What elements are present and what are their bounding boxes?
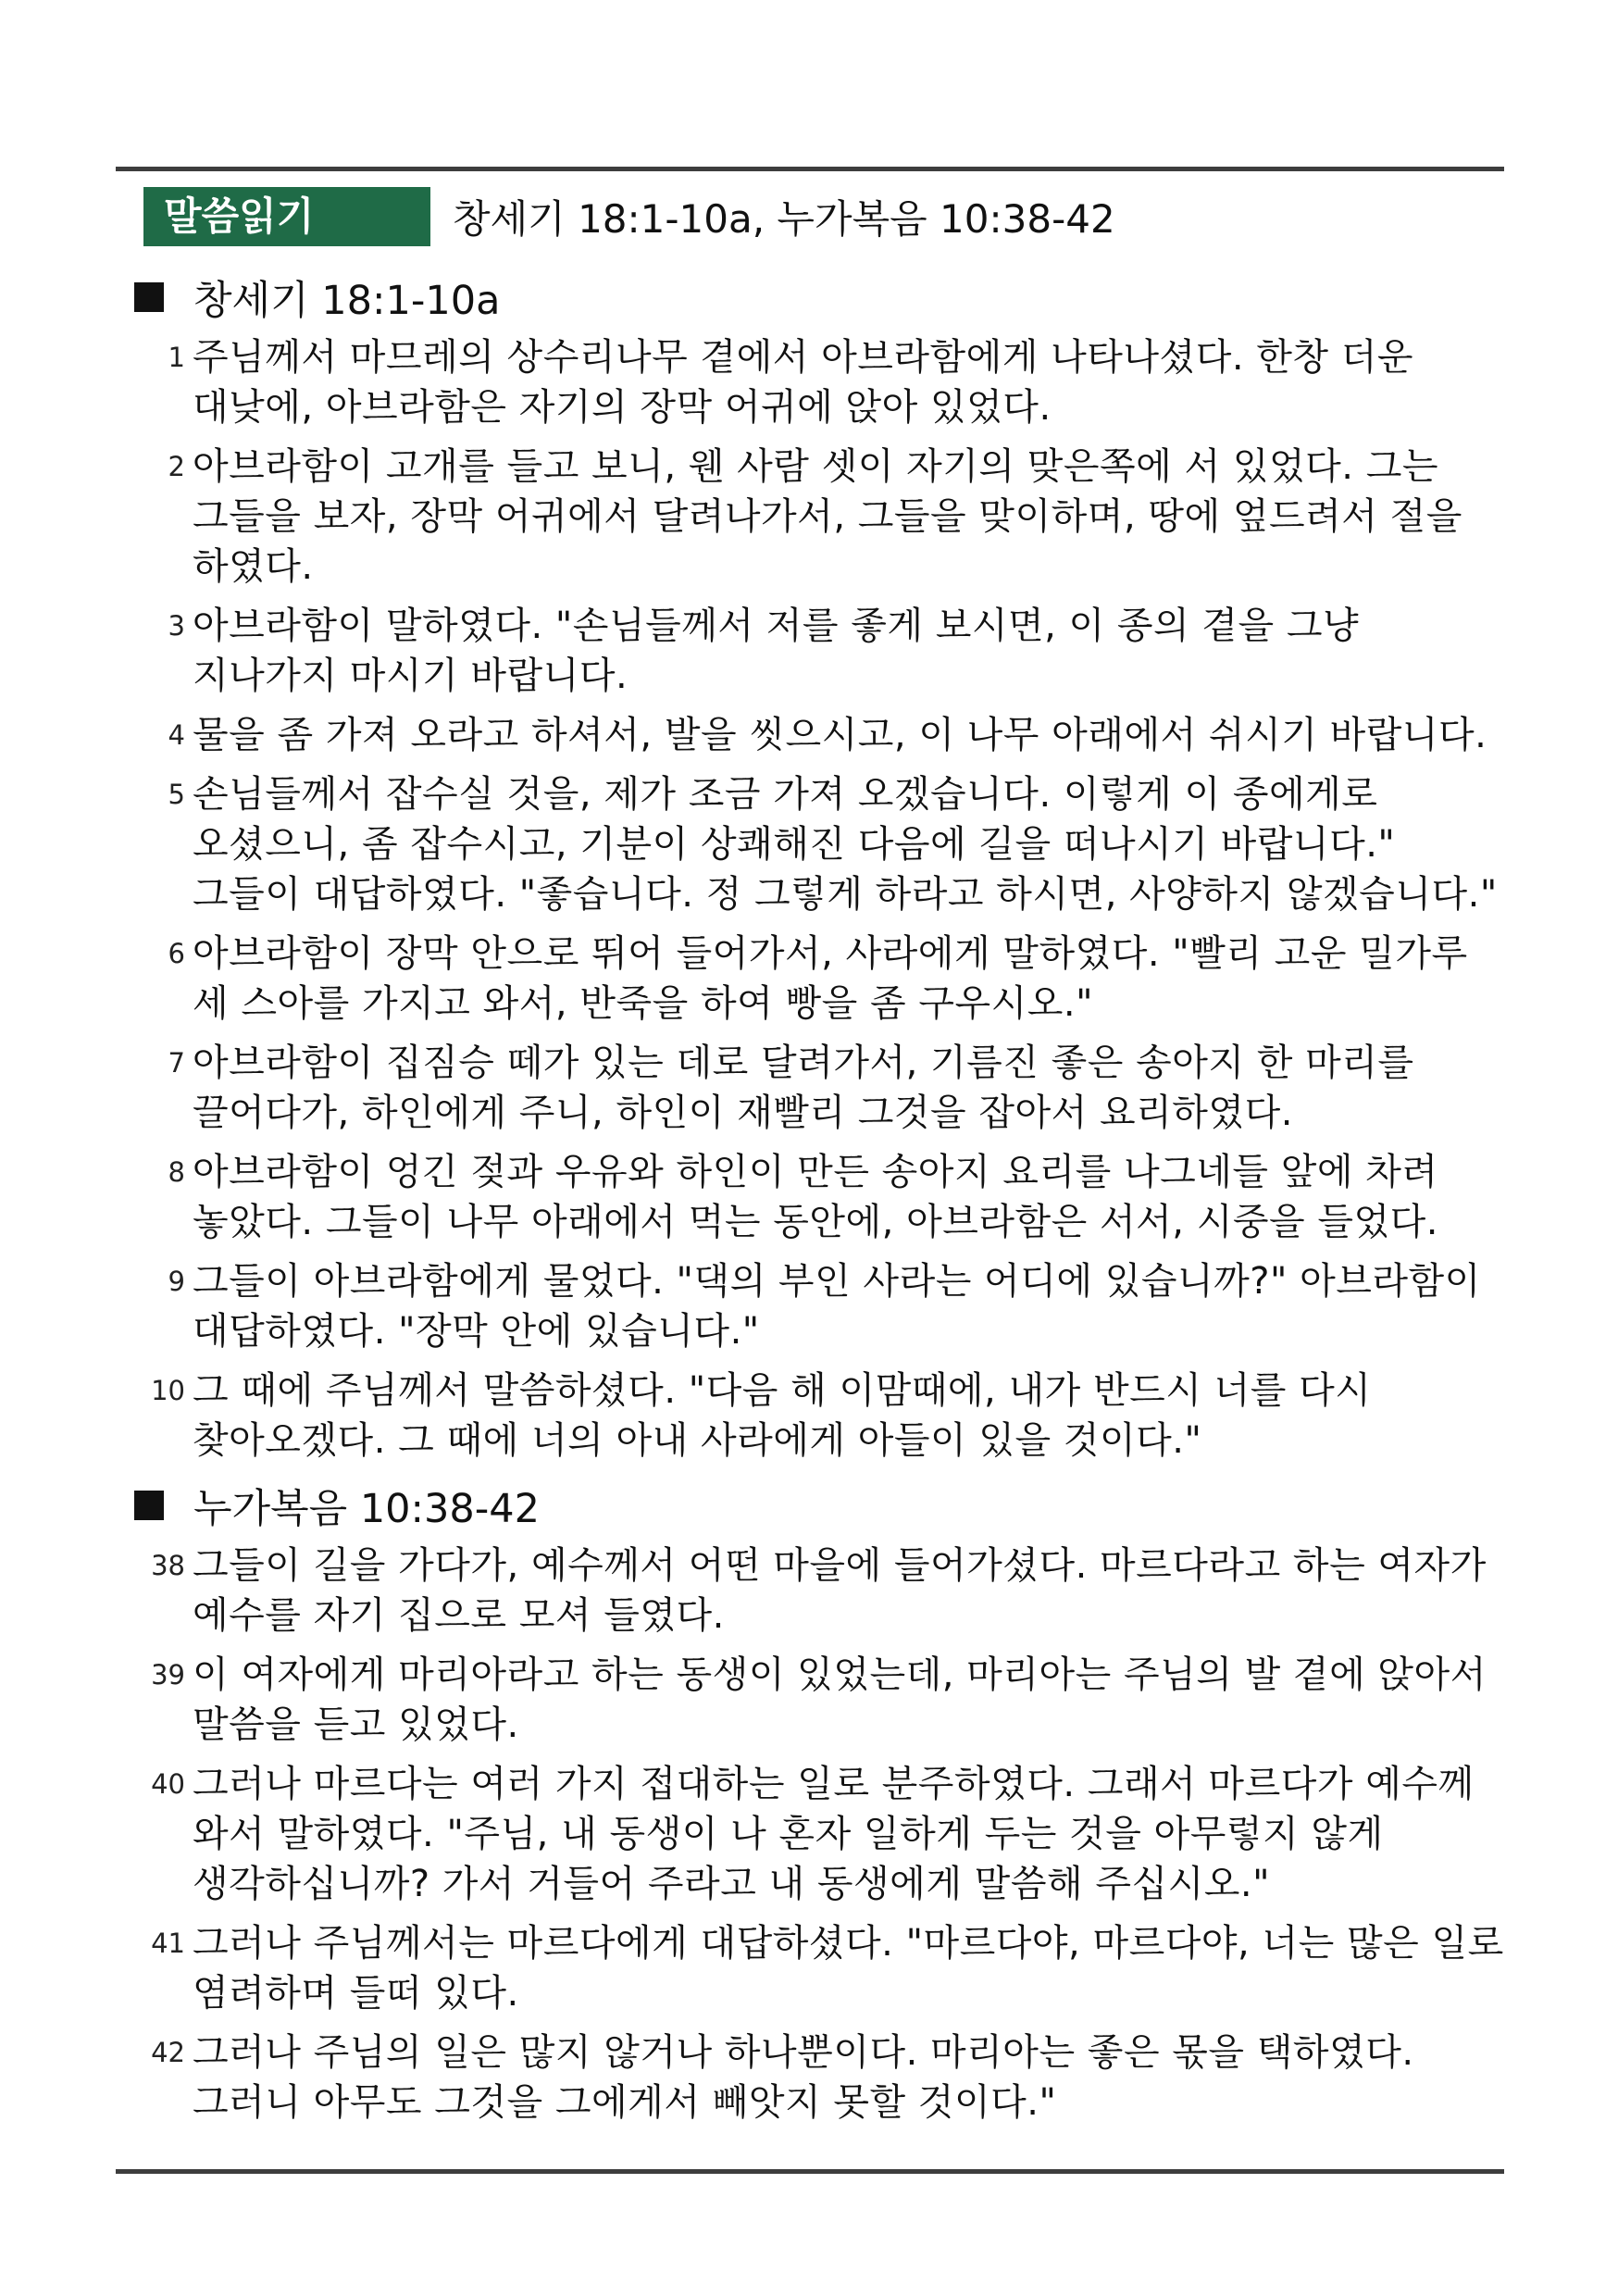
verse-line: 아브라함이 장막 안으로 뛰어 들어가서, 사라에게 말하였다. "빨리 고운 밀가루	[193, 932, 1468, 975]
section-heading	[134, 1479, 1495, 1531]
square-bullet-icon	[134, 1491, 164, 1520]
verse-line: 그러니 아무도 그것을 그에게서 빼앗지 못할 것이다."	[193, 2081, 1057, 2124]
verse-text	[193, 1256, 1495, 1356]
bottom-rule	[116, 2169, 1504, 2174]
verse-line: 아브라함이 고개를 들고 보니, 웬 사람 셋이 자기의 맞은쪽에 서 있었다. 그는	[193, 445, 1438, 488]
verse-line: 하였다.	[193, 545, 314, 588]
verse-text	[193, 1650, 1495, 1750]
verse-number: 3	[168, 610, 185, 642]
section-title: 창세기 18:1-10a	[193, 277, 501, 324]
verse-row	[134, 769, 1498, 919]
verse-line: 그들이 길을 가다가, 예수께서 어떤 마을에 들어가셨다. 마르다라고 하는 여자가	[193, 1544, 1487, 1587]
verse-line: 아브라함이 말하였다. "손님들께서 저를 좋게 보시면, 이 종의 곁을 그냥	[193, 605, 1360, 647]
verse-row	[134, 1918, 1504, 2018]
verse-line: 지나가지 마시기 바랍니다.	[193, 655, 629, 697]
verse-row	[134, 1147, 1495, 1247]
verse-line: 말씀을 듣고 있었다.	[193, 1703, 519, 1746]
reading-references: 창세기 18:1-10a, 누가복음 10:38-42	[453, 196, 1115, 242]
verse-row	[134, 710, 1495, 760]
verse-number: 4	[168, 719, 185, 751]
verse-number: 7	[168, 1047, 185, 1079]
genesis-section	[134, 271, 1498, 1475]
luke-section	[134, 1479, 1504, 2137]
verse-line: 대낮에, 아브라함은 자기의 장막 어귀에 앉아 있었다.	[193, 386, 1052, 429]
verse-text	[193, 2028, 1495, 2128]
verse-text	[193, 929, 1495, 1029]
verse-number: 9	[168, 1266, 185, 1297]
verse-line: 그 때에 주님께서 말씀하셨다. "다음 해 이맘때에, 내가 반드시 너를 다시	[193, 1369, 1372, 1412]
verse-text	[193, 332, 1495, 432]
top-rule	[116, 167, 1504, 171]
verse-row	[134, 1366, 1495, 1466]
verse-number: 39	[151, 1659, 185, 1691]
verse-row	[134, 929, 1495, 1029]
verse-number: 5	[168, 779, 185, 810]
verse-line: 세 스아를 가지고 와서, 반죽을 하여 빵을 좀 구우시오."	[193, 982, 1093, 1025]
verse-line: 그들이 아브라함에게 물었다. "댁의 부인 사라는 어디에 있습니까?" 아브라함이	[193, 1260, 1481, 1303]
verse-number: 42	[151, 2037, 185, 2068]
verse-line: 예수를 자기 집으로 모셔 들였다.	[193, 1594, 725, 1637]
verse-text	[193, 710, 1495, 760]
verse-line: 주님께서 마므레의 상수리나무 곁에서 아브라함에게 나타나셨다. 한창 더운	[193, 336, 1414, 379]
verse-number: 10	[151, 1375, 185, 1406]
verse-line: 그러나 주님께서는 마르다에게 대답하셨다. "마르다야, 마르다야, 너는 많은 일로	[193, 1922, 1504, 1965]
verse-row	[134, 1650, 1495, 1750]
verse-number: 38	[151, 1550, 185, 1581]
verse-row	[134, 1038, 1495, 1138]
verse-line: 와서 말하였다. "주님, 내 동생이 나 혼자 일하게 두는 것을 아무렇지 않게	[193, 1813, 1384, 1855]
verse-line: 오셨으니, 좀 잡수시고, 기분이 상쾌해진 다음에 길을 떠나시기 바랍니다."	[193, 823, 1396, 866]
verse-text	[193, 1541, 1495, 1641]
verse-row	[134, 1541, 1495, 1641]
reading-badge: 말씀읽기	[143, 187, 430, 246]
verse-line: 대답하였다. "장막 안에 있습니다."	[193, 1310, 760, 1353]
verse-line: 그러나 주님의 일은 많지 않거나 하나뿐이다. 마리아는 좋은 몫을 택하였다.	[193, 2031, 1414, 2074]
verse-row	[134, 1759, 1495, 1909]
verse-number: 40	[151, 1768, 185, 1800]
square-bullet-icon	[134, 282, 164, 312]
verse-line: 그들이 대답하였다. "좋습니다. 정 그렇게 하라고 하시면, 사양하지 않겠습니다."	[193, 873, 1498, 916]
verse-text	[193, 1918, 1504, 2018]
verse-line: 이 여자에게 마리아라고 하는 동생이 있었는데, 마리아는 주님의 발 곁에 앉아서	[193, 1653, 1487, 1696]
verse-number: 8	[168, 1156, 185, 1188]
verse-number: 1	[168, 342, 185, 373]
verse-line: 염려하며 들떠 있다.	[193, 1972, 519, 2015]
verse-text	[193, 1759, 1495, 1909]
verse-text	[193, 601, 1495, 701]
verse-line: 아브라함이 집짐승 떼가 있는 데로 달려가서, 기름진 좋은 송아지 한 마리를	[193, 1042, 1414, 1084]
section-title: 누가복음 10:38-42	[193, 1485, 540, 1532]
section-heading	[134, 271, 1495, 323]
verse-row	[134, 332, 1495, 432]
verse-text	[193, 1147, 1495, 1247]
verse-number: 6	[168, 938, 185, 969]
verse-line: 그들을 보자, 장막 어귀에서 달려나가서, 그들을 맞이하며, 땅에 엎드려서 절을	[193, 495, 1462, 538]
verse-line: 찾아오겠다. 그 때에 너의 아내 사라에게 아들이 있을 것이다."	[193, 1419, 1202, 1462]
verse-row	[134, 2028, 1495, 2128]
verse-line: 물을 좀 가져 오라고 하셔서, 발을 씻으시고, 이 나무 아래에서 쉬시기 바랍니다.	[193, 714, 1487, 756]
verse-row	[134, 601, 1495, 701]
verse-number: 41	[151, 1928, 185, 1959]
verse-line: 손님들께서 잡수실 것을, 제가 조금 가져 오겠습니다. 이렇게 이 종에게로	[193, 773, 1378, 816]
verse-line: 놓았다. 그들이 나무 아래에서 먹는 동안에, 아브라함은 서서, 시중을 들었다.	[193, 1201, 1438, 1243]
verse-number: 2	[168, 451, 185, 482]
verse-list	[134, 1541, 1504, 2128]
verse-text	[193, 442, 1495, 592]
verse-row	[134, 442, 1495, 592]
verse-text	[193, 1038, 1495, 1138]
verse-text	[193, 769, 1498, 919]
verse-line: 끌어다가, 하인에게 주니, 하인이 재빨리 그것을 잡아서 요리하였다.	[193, 1092, 1293, 1134]
verse-line: 아브라함이 엉긴 젖과 우유와 하인이 만든 송아지 요리를 나그네들 앞에 차려	[193, 1151, 1438, 1193]
verse-text	[193, 1366, 1495, 1466]
verse-line: 그러나 마르다는 여러 가지 접대하는 일로 분주하였다. 그래서 마르다가 예수께	[193, 1763, 1475, 1805]
reading-header	[143, 187, 1115, 246]
verse-line: 생각하십니까? 가서 거들어 주라고 내 동생에게 말씀해 주십시오."	[193, 1863, 1270, 1905]
verse-row	[134, 1256, 1495, 1356]
verse-list	[134, 332, 1498, 1466]
